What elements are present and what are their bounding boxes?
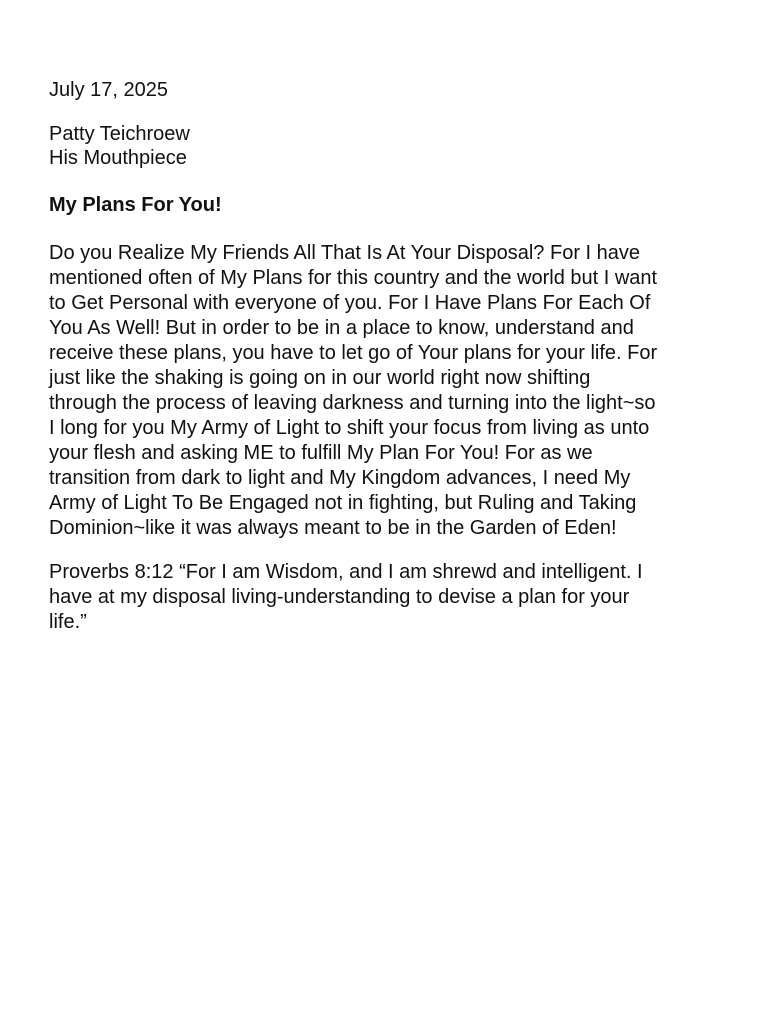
body-line: You As Well! But in order to be in a place to know, understand and: [49, 317, 634, 339]
body-line: Dominion~like it was always meant to be in the Garden of Eden!: [49, 517, 617, 539]
author-name: Patty Teichroew: [49, 123, 190, 145]
body-paragraph: [49, 241, 739, 541]
author-title: His Mouthpiece: [49, 147, 187, 169]
body-line: to Get Personal with everyone of you. For I Have Plans For Each Of: [49, 292, 651, 314]
body-line: just like the shaking is going on in our world right now shifting: [49, 367, 591, 389]
verse-line: have at my disposal living-understanding to devise a plan for your: [49, 586, 630, 608]
verse-line: Proverbs 8:12 “For I am Wisdom, and I am shrewd and intelligent. I: [49, 561, 643, 583]
body-line: through the process of leaving darkness and turning into the light~so: [49, 392, 656, 414]
body-line: mentioned often of My Plans for this country and the world but I want: [49, 267, 658, 289]
verse-paragraph: [49, 560, 739, 635]
author-block: [49, 122, 739, 170]
body-line: transition from dark to light and My Kingdom advances, I need My: [49, 467, 631, 489]
body-line: receive these plans, you have to let go of Your plans for your life. For: [49, 342, 658, 364]
verse-line: life.”: [49, 611, 87, 633]
letter-title: My Plans For You!: [49, 194, 222, 216]
body-line: your flesh and asking ME to fulfill My Plan For You! For as we: [49, 442, 593, 464]
letter-date: July 17, 2025: [49, 79, 168, 101]
body-line: I long for you My Army of Light to shift your focus from living as unto: [49, 417, 650, 439]
body-line: Do you Realize My Friends All That Is At Your Disposal? For I have: [49, 242, 641, 264]
body-line: Army of Light To Be Engaged not in fighting, but Ruling and Taking: [49, 492, 637, 514]
letter-content: [49, 78, 739, 654]
